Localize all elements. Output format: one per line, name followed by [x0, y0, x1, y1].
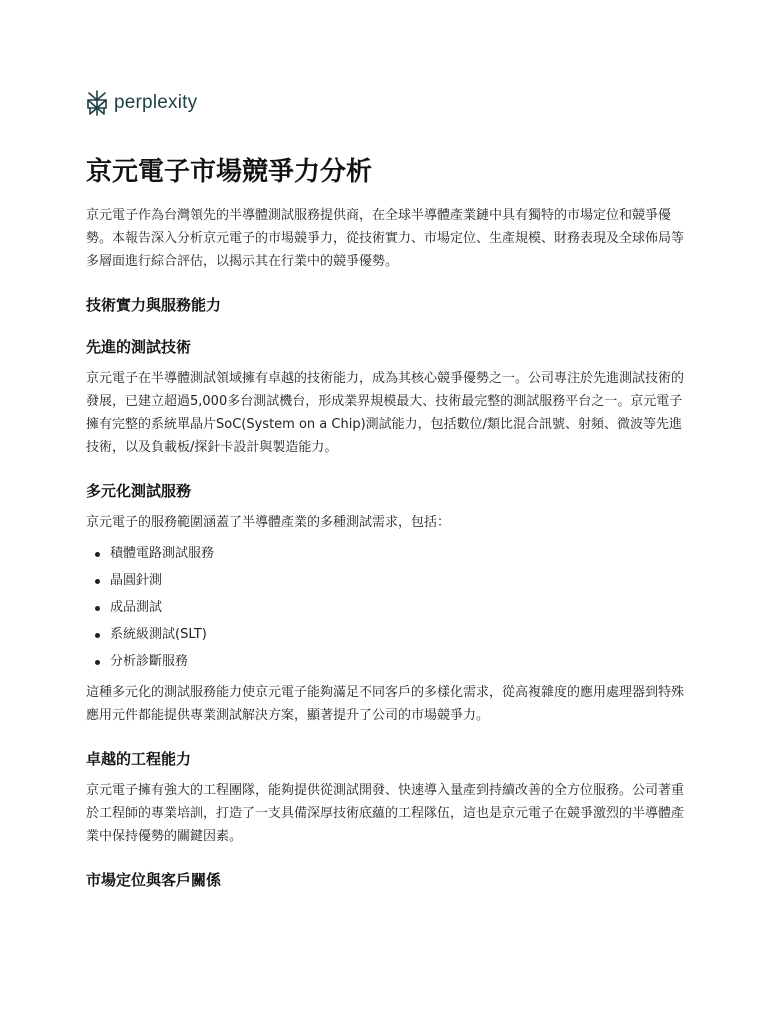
engineering-paragraph: 京元電子擁有強大的工程團隊，能夠提供從測試開發、快速導入量產到持續改善的全方位服務。公司著重於工程師的專業培訓，打造了一支具備深厚技術底蘊的工程隊伍，這也是京元電子在競爭激烈的半導體產業中保持優勢的關鍵因素。	[86, 783, 685, 844]
list-item: 分析診斷服務	[86, 648, 686, 675]
perplexity-logo-icon	[86, 90, 108, 116]
list-item: 成品測試	[86, 594, 686, 621]
subheading-advanced-testing: 先進的測試技術	[86, 338, 192, 356]
advanced-testing-paragraph: 京元電子在半導體測試領域擁有卓越的技術能力，成為其核心競爭優勢之一。公司專注於先進測試技術的發展，已建立超過5,000多台測試機台，形成業界規模最大、技術最完整的測試服務平台之一。京元電子擁有完整的系統單晶片SoC(System on a Chip)測試能力，包括數位/類比混合訊號、射頻、微波等先進技術，以及負載板/探針卡設計與製造能力。	[86, 371, 685, 455]
services-list	[86, 540, 686, 675]
intro-paragraph: 京元電子作為台灣領先的半導體測試服務提供商，在全球半導體產業鏈中具有獨特的市場定位和競爭優勢。本報告深入分析京元電子的市場競爭力，從技術實力、市場定位、生產規模、財務表現及全球佈局等多層面進行綜合評估，以揭示其在行業中的競爭優勢。	[86, 208, 685, 269]
document-content	[86, 152, 686, 900]
section-heading-tech: 技術實力與服務能力	[86, 296, 222, 314]
list-item: 晶圓針測	[86, 567, 686, 594]
subheading-engineering: 卓越的工程能力	[86, 750, 192, 768]
list-item: 系統級測試(SLT)	[86, 621, 686, 648]
subheading-diverse-services: 多元化測試服務	[86, 482, 192, 500]
diverse-services-lead: 京元電子的服務範圍涵蓋了半導體產業的多種測試需求，包括：	[86, 515, 451, 530]
section-heading-market: 市場定位與客戶關係	[86, 871, 222, 889]
diverse-services-closing: 這種多元化的測試服務能力使京元電子能夠滿足不同客戶的多樣化需求，從高複雜度的應用處理器到特殊應用元件都能提供專業測試解決方案，顯著提升了公司的市場競爭力。	[86, 685, 685, 723]
list-item: 積體電路測試服務	[86, 540, 686, 567]
brand-name: perplexity	[114, 92, 198, 113]
page-title: 京元電子市場競爭力分析	[86, 157, 373, 187]
brand-logo	[86, 90, 197, 116]
